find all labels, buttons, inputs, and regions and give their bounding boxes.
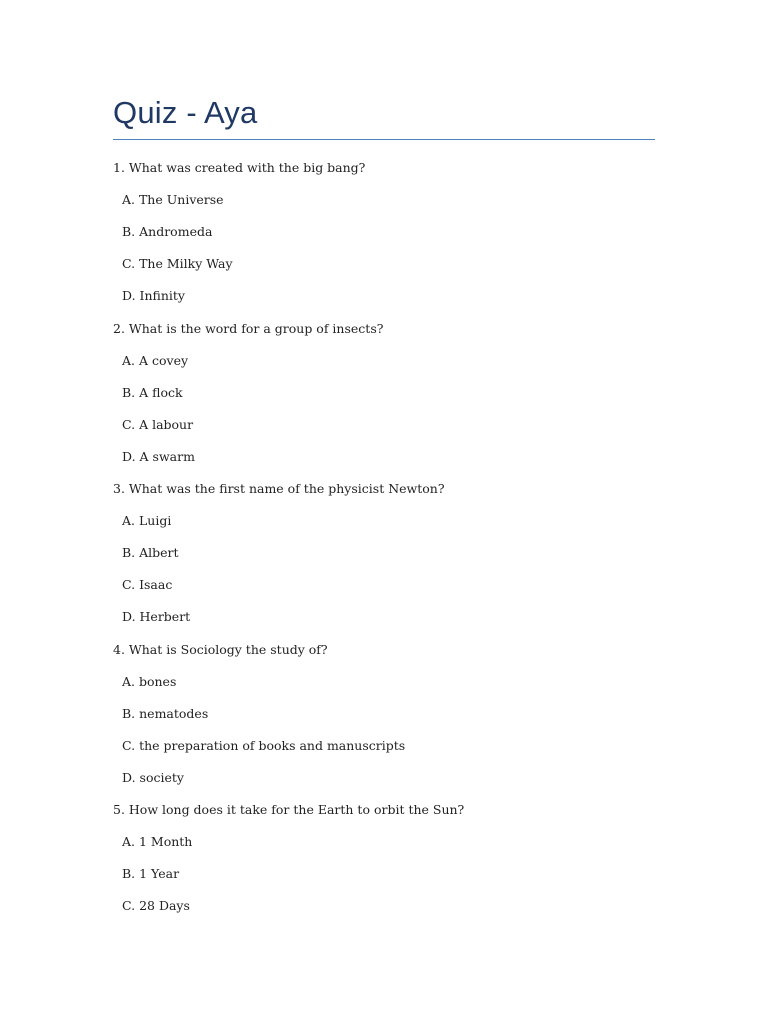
answer-option: D. Herbert xyxy=(122,609,191,624)
answer-option: A. 1 Month xyxy=(122,834,193,849)
answer-option: A. bones xyxy=(122,674,177,689)
question-text: 5. How long does it take for the Earth to orbit the Sun? xyxy=(113,802,465,817)
answer-option: C. The Milky Way xyxy=(122,256,233,271)
answer-option: D. Infinity xyxy=(122,288,185,303)
question-text: 3. What was the first name of the physicist Newton? xyxy=(113,481,445,496)
title-divider xyxy=(113,139,655,140)
question-text: 1. What was created with the big bang? xyxy=(113,160,366,175)
answer-option: C. A labour xyxy=(122,417,194,432)
answer-option: C. 28 Days xyxy=(122,898,190,913)
answer-option: D. A swarm xyxy=(122,449,195,464)
answer-option: B. nematodes xyxy=(122,706,209,721)
answer-option: C. Isaac xyxy=(122,577,173,592)
question-text: 2. What is the word for a group of insects? xyxy=(113,321,384,336)
answer-option: D. society xyxy=(122,770,184,785)
question-text: 4. What is Sociology the study of? xyxy=(113,642,328,657)
answer-option: A. Luigi xyxy=(122,513,172,528)
answer-option: B. Albert xyxy=(122,545,179,560)
answer-option: B. Andromeda xyxy=(122,224,213,239)
answer-option: B. 1 Year xyxy=(122,866,180,881)
answer-option: A. A covey xyxy=(122,353,189,368)
answer-option: C. the preparation of books and manuscripts xyxy=(122,738,406,753)
answer-option: A. The Universe xyxy=(122,192,224,207)
page-title: Quiz - Aya xyxy=(113,95,258,130)
answer-option: B. A flock xyxy=(122,385,183,400)
